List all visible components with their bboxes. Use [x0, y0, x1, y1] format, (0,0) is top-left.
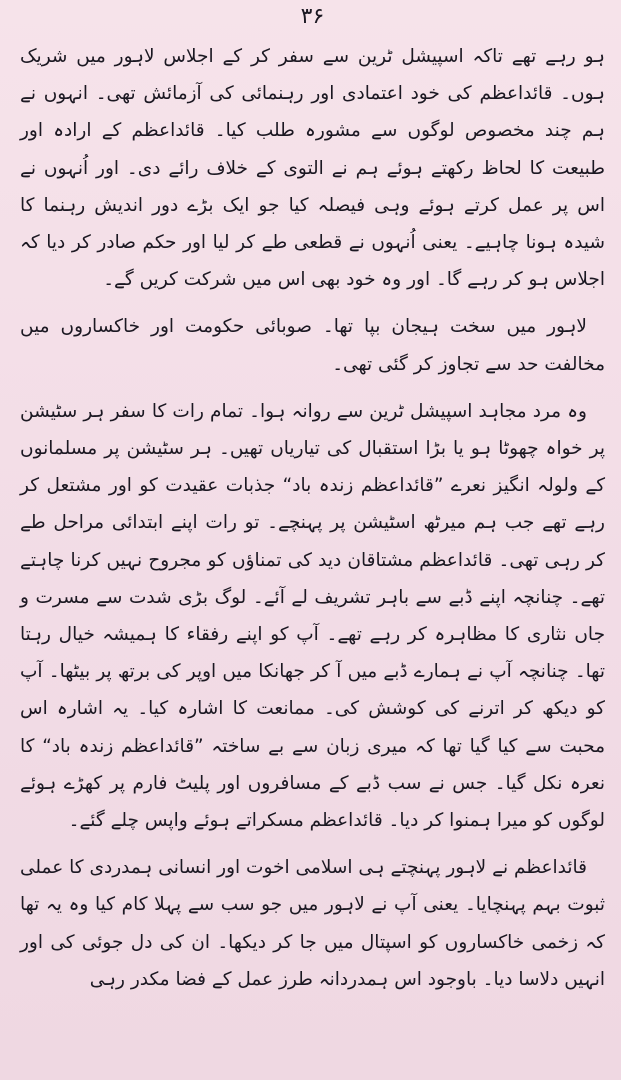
- page-number: ۳۶: [300, 4, 325, 29]
- paragraph: لاہور میں سخت ہیجان بپا تھا۔ صوبائی حکومت اور خاکساروں میں مخالفت حد سے تجاوز کر گئی تھی۔: [20, 316, 605, 375]
- document-body: [20, 38, 605, 998]
- paragraph: قائداعظم نے لاہور پہنچتے ہی اسلامی اخوت اور انسانی ہمدردی کا عملی ثبوت بہم پہنچایا۔ یعنی آپ نے لاہور میں جو سب سے پہلا کام کیا وہ یہ تھا کہ زخمی خاکساروں کو اسپتال میں جا کر دیکھا۔ ان کی دل جوئی کی اور انہیں دلاسا دیا۔ باوجود اس ہمدردانہ طرز عمل کے فضا مکدر رہی: [20, 857, 605, 990]
- paragraph: وہ مرد مجاہد اسپیشل ٹرین سے روانہ ہوا۔ تمام رات کا سفر ہر سٹیشن پر خواہ چھوٹا ہو یا بڑا استقبال کی تیاریاں تھیں۔ ہر سٹیشن پر مسلمانوں کے ولولہ انگیز نعرے ”قائداعظم زندہ باد“ جذبات عقیدت کو اور مشتعل کر رہے تھے جب ہم میرٹھ اسٹیشن پر پہنچے۔ تو رات اپنے ابتدائی مراحل طے کر رہی تھی۔ قائداعظم مشتاقان دید کی تمناؤں کو مجروح نہیں کرنا چاہتے تھے۔ چنانچہ اپنے ڈبے سے باہر تشریف لے آئے۔ لوگ بڑی شدت سے مسرت و جاں نثاری کا مظاہرہ کر رہے تھے۔ آپ کو اپنے رفقاء کا ہمیشہ خیال رہتا تھا۔ چنانچہ آپ نے ہمارے ڈبے میں آ کر جھانکا میں اوپر کی برتھ پر بیٹھا۔ آپ کو دیکھ کر اترنے کی کوشش کی۔ ممانعت کا اشارہ کیا۔ یہ اشارہ اس محبت سے کیا گیا تھا کہ میری زبان سے بے ساختہ ”قائداعظم زندہ باد“ کا نعرہ نکل گیا۔ جس نے سب ڈبے کے مسافروں اور پلیٹ فارم پر کھڑے ہوئے لوگوں کو میرا ہمنوا کر دیا۔ قائداعظم مسکراتے ہوئے واپس چلے گئے۔: [20, 400, 605, 832]
- paragraph: ہو رہے تھے تاکہ اسپیشل ٹرین سے سفر کر کے اجلاس لاہور میں شریک ہوں۔ قائداعظم کی خود اعتمادی اور رہنمائی کی آزمائش تھی۔ انہوں نے ہم چند مخصوص لوگوں سے مشورہ طلب کیا۔ قائداعظم کے ارادہ اور طبیعت کا لحاظ رکھتے ہوئے ہم نے التوی کے خلاف رائے دی۔ اور اُنہوں نے اس پر عمل کرتے ہوئے وہی فیصلہ کیا جو ایک بڑے دور اندیش رہنما کا شیدہ ہونا چاہیے۔ یعنی اُنہوں نے قطعی طے کر لیا اور حکم صادر کر دیا کہ اجلاس ہو کر رہے گا۔ اور وہ خود بھی اس میں شرکت کریں گے۔: [20, 46, 605, 291]
